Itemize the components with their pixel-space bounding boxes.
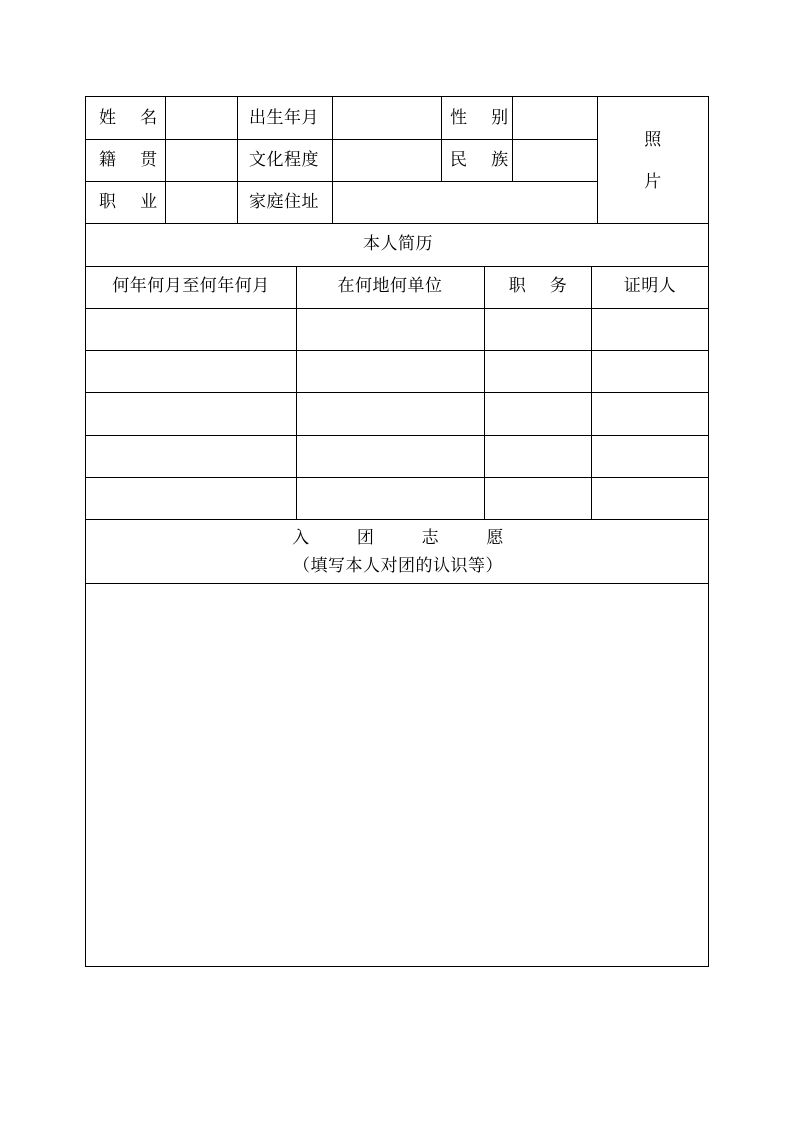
rule [86, 181, 597, 182]
occupation-label: 职 业 [99, 192, 158, 212]
photo-label: 照 [644, 130, 662, 150]
application-subtitle: （填写本人对团的认识等） [293, 556, 503, 576]
ethnicity-label: 民 族 [450, 150, 509, 170]
rule [86, 519, 708, 520]
rule [86, 435, 708, 436]
column-header-position: 职 务 [508, 276, 568, 296]
rule [86, 477, 708, 478]
column-header-workplace: 在何地何单位 [337, 276, 443, 296]
application-writing-area [86, 584, 708, 968]
rule [86, 266, 708, 267]
rule [86, 350, 708, 351]
rule [296, 266, 297, 519]
education-label: 文化程度 [249, 150, 319, 170]
rule [86, 223, 708, 224]
rule [591, 266, 592, 519]
rule [86, 308, 708, 309]
rule [86, 139, 597, 140]
home-address-label: 家庭住址 [249, 192, 319, 212]
rule [165, 97, 166, 223]
gender-label: 性 别 [450, 108, 509, 128]
rule [237, 97, 238, 223]
application-title: 入 团 志 愿 [292, 528, 504, 548]
rule [86, 392, 708, 393]
birth-date-label: 出生年月 [249, 108, 319, 128]
rule [512, 97, 513, 181]
native-place-label: 籍 贯 [99, 150, 158, 170]
column-header-reference: 证明人 [623, 276, 677, 296]
rule [332, 97, 333, 223]
column-header-period: 何年何月至何年何月 [112, 276, 270, 296]
rule [441, 97, 442, 181]
application-form [85, 96, 709, 967]
rule [597, 97, 598, 223]
photo-label: 片 [644, 172, 662, 192]
rule [484, 266, 485, 519]
name-label: 姓 名 [99, 108, 158, 128]
resume-title: 本人简历 [363, 234, 433, 254]
